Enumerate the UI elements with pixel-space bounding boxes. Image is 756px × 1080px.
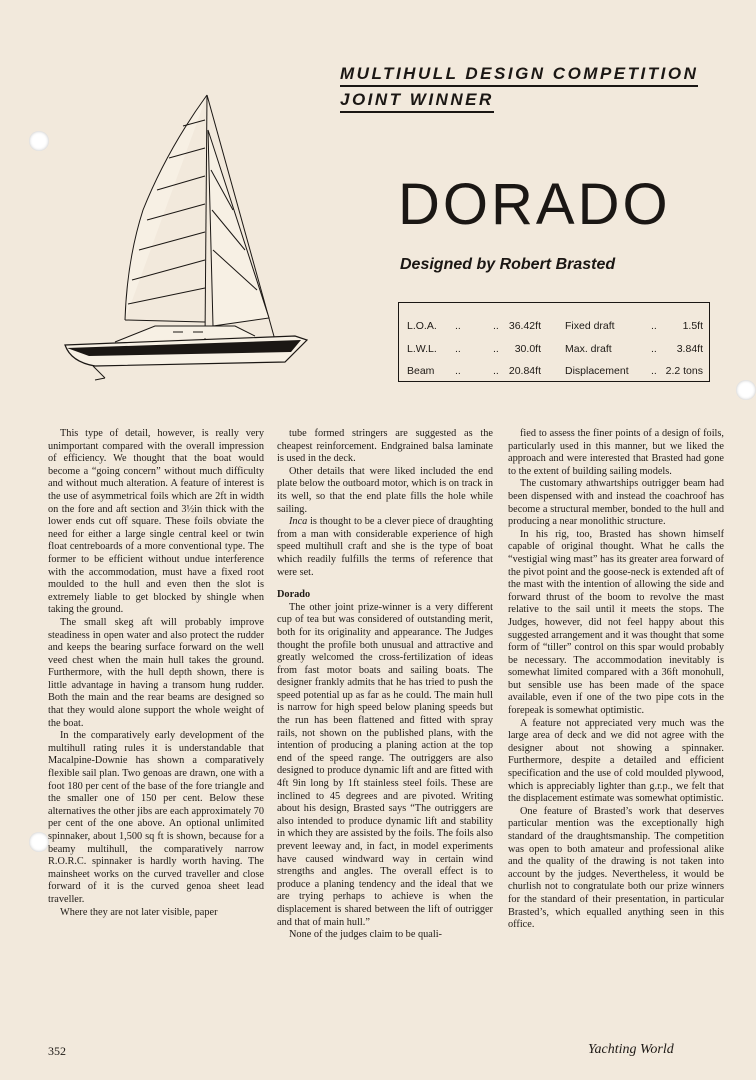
spec-label: Fixed draft (565, 320, 615, 332)
spec-leader: .. (455, 365, 461, 377)
boat-name-inca: Inca (289, 516, 308, 528)
mainsail (125, 95, 207, 320)
spec-leader: .. (455, 320, 461, 332)
punch-hole-right (736, 380, 756, 400)
spec-value: 1.5ft (682, 320, 703, 332)
article-column-3 (508, 428, 724, 1006)
spec-row (399, 320, 709, 340)
punch-hole-bottom (29, 832, 49, 852)
spec-leader: .. (493, 365, 499, 377)
spec-leader: .. (651, 365, 657, 377)
paragraph: In his rig, too, Brasted has shown himself capable of original thought. What he calls the “vestigial wing mast” has its greater area forward of the pivot point and the goose-neck is extended aft of the mast with the intention of allowing the side and forward thrust of the boom to revolve the mast relative to the sail until it meets the stops. The Judges, however, did not feel happy about this suggested arrangement and it was thought that some form of “tiller” control on this spar would probably be necessary. The accommodation inevitably is somewhat limited compared with a 36ft monohull, but sensible use has been made of the space available, even if one of the two pipe cots in the forepeak is somewhat optimistic. (508, 528, 724, 717)
punch-hole-top (29, 131, 49, 151)
competition-heading: MULTIHULL DESIGN COMPETITION (340, 63, 698, 87)
spec-label: Beam (407, 365, 435, 377)
spec-label: Max. draft (565, 343, 612, 355)
boat-title: DORADO (398, 172, 671, 237)
paragraph: The customary athwartships outrigger beam had been dispensed with and instead the coachroof has become a structural member, bonded to the hull and producing a near monolithic structure. (508, 478, 724, 528)
paragraph (277, 516, 493, 579)
spec-value: 3.84ft (676, 343, 703, 355)
spec-leader: .. (493, 343, 499, 355)
genoa-sail (208, 130, 269, 326)
paragraph: This type of detail, however, is really very unimportant compared with the overall impression of efficiency. We thought that the boat would become a “going concern” without much difficulty and without much alteration. A feature of interest is the use of asymmetrical foils which are 2ft in width on the fore and aft section and 3½in thick with the lower ends cut off square. These foils obviate the need for either a large single central keel or twin float centreboards of a more conventional type. The former to be efficient without undue interference with the accommodation, must have a fixed root moulded to the hull and even then the slot is extremely liable to get blocked by shingle when taking the ground. (48, 428, 264, 616)
magazine-name: Yachting World (588, 1042, 674, 1057)
spec-leader: .. (455, 343, 461, 355)
paragraph: tube formed stringers are suggested as the cheapest reinforcement. Endgrained balsa laminate is used in the deck. (277, 428, 493, 465)
paragraph: In the comparatively early development of the multihull rating rules it is understandable that Macalpine-Downie has shown a comparatively flexible sail plan. Two genoas are drawn, one with a foot 180 per cent of the base of the fore triangle and the smaller one of 150 per cent. Below these alternatives the other jibs are each approximately 70 per cent of the one above. An optional unlimited spinnaker, about 1,500 sq ft is shown, because for a beamy multihull, the comparatively narrow R.O.R.C. spinnaker is hardly worth having. The mainsheet works on the curved traveller and close forward of it is the curved genoa sheet lead traveller. (48, 730, 264, 905)
article-column-1 (48, 428, 264, 1006)
paragraph: One feature of Brasted’s work that deserves particular mention was the exceptionally high standard of the draughtsmanship. The competition was open to both amateur and professional alike and the quality of the drawing is not taken into account by the judges. Nevertheless, it would be churlish not to congratulate both our prize winners for the standard of their presentation, in particular Brasted’s, which equalled anything seen in this office. (508, 805, 724, 931)
paragraph: The small skeg aft will probably improve steadiness in open water and also protect the rudder and keeps the bearing surface forward on the well veed chest when the main hull takes the ground. Furthermore, with the hull depth shown, there is little advantage in having a transom hung rudder. Both the main and the rear beams are designed so that they would alone support the whole weight of the boat. (48, 616, 264, 729)
specifications-table (398, 302, 710, 382)
spec-label: L.O.A. (407, 320, 437, 332)
paragraph: The other joint prize-winner is a very different cup of tea but was considered of outstanding merit, both for its originality and appearance. The Judges thought the profile both unusual and attractive and greatly welcomed the cross-fertilization of ideas from fast motor boats and sailing boats. The designer frankly admits that he has tried to push the speed potential up as far as he could. The main hull is narrow for high speed below planing speeds but the run has been flattened and fitted with spray rails, not shown on the published plans, with the intention of producing a planing action at the top end of the speed range. The outriggers are also designed to produce dynamic lift and are fitted with 4ft 9in long by 1ft stainless steel foils. These are inclined to 45 degrees and are pivoted. Writing about his design, Brasted says “The outriggers are also intended to produce dynamic lift and stability in which they are assisted by the foils. The foils also prevent leeway and, in fact, in model experiments have caused windward way in certain wind strengths and angles. The overall effect is to produce a planing tendency and the ideal that we are trying perhaps to achieve is when the displacement is shared between the lift of outrigger and that of main hull.” (277, 601, 493, 928)
hull-profile (65, 326, 307, 380)
mast (205, 95, 207, 340)
spec-row (399, 365, 709, 385)
spec-label: L.W.L. (407, 343, 437, 355)
subheading-dorado: Dorado (277, 589, 311, 601)
paragraph: Where they are not later visible, paper (60, 906, 218, 918)
spec-row (399, 343, 709, 363)
spec-label: Displacement (565, 365, 629, 377)
designer-byline: Designed by Robert Brasted (400, 256, 616, 273)
spec-value: 30.0ft (514, 343, 541, 355)
spec-value: 2.2 tons (665, 365, 703, 377)
spec-leader: .. (493, 320, 499, 332)
article-column-2 (277, 428, 493, 1006)
spec-leader: .. (651, 320, 657, 332)
spec-value: 20.84ft (508, 365, 541, 377)
sail-plan-illustration (55, 90, 315, 390)
page-number: 352 (48, 1044, 66, 1058)
paragraph: fied to assess the finer points of a design of foils, particularly used in this manner, but we liked the approach and were interested that Brasted had gone to the extent of building sailing models. (508, 428, 724, 477)
paragraph: A feature not appreciated very much was the large area of deck and we did not agree with the designer about not showing a spinnaker. Furthermore, despite a detailed and efficient specification and the use of cold moulded plywood, which is appreciably lighter than g.r.p., we felt that the displacement estimate was somewhat optimistic. (508, 717, 724, 805)
spec-value: 36.42ft (508, 320, 541, 332)
paragraph: Other details that were liked included the end plate below the outboard motor, which is on track in its well, so that the end plate fills the hole while sailing. (277, 465, 493, 515)
paragraph: None of the judges claim to be quali- (289, 929, 442, 941)
joint-winner-heading: JOINT WINNER (340, 89, 494, 113)
paragraph-text: is thought to be a clever piece of draughting from a man with considerable experience of high speed multihull craft and she is the type of boat which readily fulfills the terms of reference that were set. (277, 516, 493, 578)
spec-leader: .. (651, 343, 657, 355)
